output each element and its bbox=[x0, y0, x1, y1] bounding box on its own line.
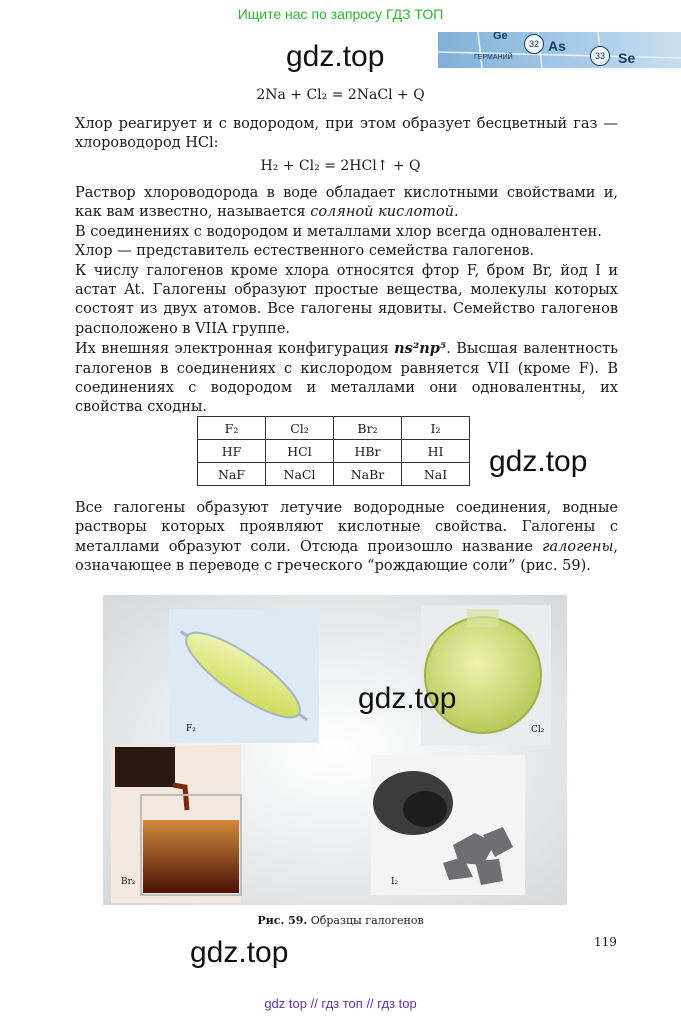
caption-text: Образцы галогенов bbox=[307, 914, 424, 927]
footer-links bbox=[0, 996, 681, 1011]
table-cell: NaF bbox=[198, 463, 266, 486]
table-cell: HBr bbox=[334, 440, 402, 463]
table-cell: HI bbox=[402, 440, 470, 463]
table-cell: NaCl bbox=[266, 463, 334, 486]
term-hydrochloric-acid: соляной кислотой bbox=[310, 204, 455, 221]
figure-caption bbox=[0, 914, 681, 927]
table-cell: Cl₂ bbox=[266, 417, 334, 440]
footer-link-3[interactable]: гдз top bbox=[377, 996, 417, 1011]
main-text-block bbox=[75, 184, 618, 418]
element-ge: Ge bbox=[493, 32, 508, 42]
watermark-1: gdz.top bbox=[286, 40, 385, 73]
element-number-33: 33 bbox=[590, 46, 610, 66]
element-name-germanium: ГЕРМАНИЙ bbox=[474, 54, 513, 61]
paragraph-salt-forming bbox=[75, 499, 618, 577]
paragraph-halogen-family: Хлор — представитель естественного семейства галогенов. bbox=[75, 243, 535, 260]
paragraph-hydrogen-reaction bbox=[75, 115, 618, 154]
photo-illustration bbox=[103, 595, 567, 905]
footer-link-2[interactable]: гдз топ bbox=[321, 996, 363, 1011]
paragraph-electron-config bbox=[75, 339, 618, 418]
watermark-4: gdz.top bbox=[190, 936, 289, 969]
label-iodine: I₂ bbox=[391, 877, 399, 887]
element-as: As bbox=[548, 38, 566, 54]
equation-hydrogen-chlorine: H₂ + Cl₂ = 2HCl↑ + Q bbox=[260, 158, 421, 174]
equation-sodium-chlorine: 2Na + Cl₂ = 2NaCl + Q bbox=[256, 87, 425, 103]
footer-separator: // bbox=[362, 996, 378, 1011]
table-row bbox=[198, 417, 470, 440]
text-run: . Высшая валентность галогенов в соединениях с кислородом равняется VII (кроме F). В соединениях с водородом и металлами они одновалентны, их свойства сходны. bbox=[75, 341, 618, 416]
table-row bbox=[198, 463, 470, 486]
text-run: , означающее в переводе с греческого “рождающие соли” (рис. 59). bbox=[75, 538, 618, 575]
text-run: Раствор хлороводорода в воде обладает кислотными свойствами и, как вам известно, называется bbox=[75, 185, 618, 221]
table-cell: I₂ bbox=[402, 417, 470, 440]
paragraph-hydrochloric-acid bbox=[75, 184, 618, 223]
label-bromine: Br₂ bbox=[121, 877, 136, 887]
halogen-compounds-table bbox=[197, 416, 470, 486]
term-halogens: галогены bbox=[542, 538, 614, 555]
label-fluorine: F₂ bbox=[186, 724, 196, 734]
paragraph-halogen-list: К числу галогенов кроме хлора относятся фтор F, бром Br, йод I и астат At. Галогены образуют простые вещества, молекулы которых состоят из двух атомов. Все галогены ядовиты. Семейство галогенов расположено в VIIA группе. bbox=[75, 262, 618, 337]
label-chlorine: Cl₂ bbox=[531, 725, 545, 735]
watermark-3: gdz.top bbox=[358, 682, 457, 715]
watermark-2: gdz.top bbox=[489, 445, 588, 478]
page-number: 119 bbox=[594, 935, 617, 949]
element-se: Se bbox=[618, 50, 636, 66]
periodic-table-banner bbox=[438, 32, 681, 68]
halogen-samples-photo bbox=[103, 595, 567, 905]
table-cell: NaI bbox=[402, 463, 470, 486]
table-row bbox=[198, 440, 470, 463]
footer-separator: // bbox=[306, 996, 322, 1011]
electron-configuration: ns²np⁵ bbox=[394, 340, 447, 358]
caption-number: Рис. 59. bbox=[257, 914, 308, 927]
table-cell: F₂ bbox=[198, 417, 266, 440]
table-cell: NaBr bbox=[334, 463, 402, 486]
paragraph-valence: В соединениях с водородом и металлами хлор всегда одновалентен. bbox=[75, 223, 602, 240]
table-cell: HF bbox=[198, 440, 266, 463]
text-run: Все галогены образуют летучие водородные соединения, водные растворы которых проявляют кислотные свойства. Галогены с металлами образуют соли. Отсюда произошло название bbox=[75, 500, 618, 555]
table-cell: HCl bbox=[266, 440, 334, 463]
text-run: Их внешняя электронная конфигурация bbox=[75, 341, 395, 358]
table-cell: Br₂ bbox=[334, 417, 402, 440]
bromine-bottle bbox=[115, 747, 175, 787]
footer-link-1[interactable]: gdz top bbox=[264, 996, 307, 1011]
text-run: . bbox=[454, 204, 459, 221]
search-banner[interactable]: Ищите нас по запросу ГДЗ ТОП bbox=[237, 6, 444, 22]
element-number-32: 32 bbox=[524, 34, 544, 54]
paragraph-text: Хлор реагирует и с водородом, при этом образует бесцветный газ — хлороводород HCl: bbox=[75, 116, 618, 152]
